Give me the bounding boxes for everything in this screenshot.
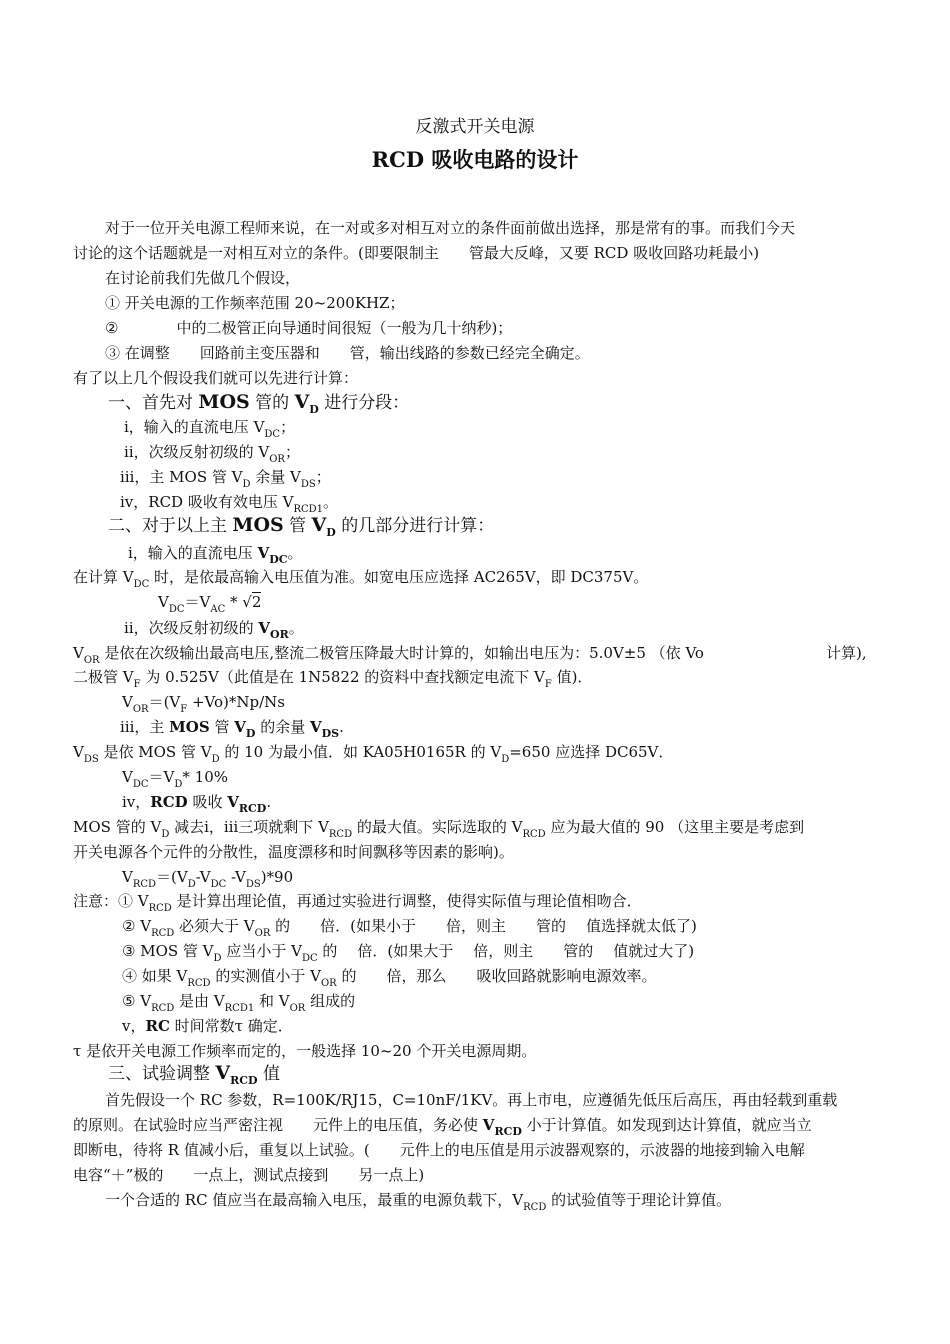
section-3-paragraph-1-cont-2: 即断电，待将 R 值减小后，重复以上试验。( 元件上的电压值是用示波器观察的，示波器的地接到输入电解 [73, 1141, 805, 1159]
vor-explanation-end: 计算), [826, 644, 867, 662]
note-1: 注意：① $V_{RCD}$ 是计算出理论值，再通过实验进行调整，使得实际值与理论值相吻合． [73, 892, 642, 914]
diode-vf-explanation: 二极管 $V_F$ 为 0.525V（此值是在 1N5822 的资料中查找额定电流下 $V_F$ 值)． [73, 668, 593, 690]
vrcd-formula: $V_{RCD}=(V_D-V_{DC}$ $-V_{DS})*90$ [122, 868, 294, 890]
document-subtitle: RCD 吸收电路的设计 [371, 147, 579, 172]
note-3: ③ MOS 管 $V_D$ 应当小于 $V_{DC}$ 的 倍．(如果大于 倍，则主 管的 值就过大了) [122, 942, 695, 964]
vrcd-explanation: MOS 管的 $V_D$ 减去ⅰ，ⅲ三项就剩下 $V_{RCD}$ 的最大值。实际选取的 $V_{RCD}$ 应为最大值的 90 （这里主要是考虑到 [73, 818, 805, 840]
section-2-item-5: ⅴ，RC 时间常数τ 确定． [122, 1017, 293, 1035]
section-2-heading: 二、对于以上主 MOS 管 $V_D$ 的几部分进行计算： [108, 514, 495, 539]
section-2-item-4: ⅳ，RCD 吸收 $V_{RCD}$. [122, 793, 272, 815]
vds-explanation: $V_{DS}$ 是依 MOS 管 $V_D$ 的 10 为最小值．如 KA05H0165R 的 $V_D=650$ 应选择 DC65V． [73, 743, 674, 765]
section-1-item-1: ⅰ，输入的直流电压 $V_{DC}$； [124, 418, 296, 440]
vor-explanation: $V_{OR}$ 是依在次级输出最高电压,整流二极管压降最大时计算的，如输出电压为：5.0V±5 （依 Vo [73, 644, 704, 666]
intro-paragraph-1-cont: 讨论的这个话题就是一对相互对立的条件。(即要限制主 管最大反峰，又要 RCD 吸收回路功耗最小) [73, 244, 760, 262]
assumption-1: ① 开关电源的工作频率范围 20~200KHZ； [105, 294, 405, 312]
note-2: ② $V_{RCD}$ 必须大于 $V_{OR}$ 的 倍．(如果小于 倍，则主 管的 值选择就太低了) [122, 917, 697, 939]
tau-explanation: τ 是依开关电源工作频率而定的，一般选择 10~20 个开关电源周期。 [73, 1042, 537, 1060]
section-1-heading: 一、首先对 MOS 管的 $V_D$ 进行分段： [108, 391, 410, 416]
section-3-heading: 三、试验调整 $V_{RCD}$ 值 [108, 1062, 280, 1087]
section-3-paragraph-1: 首先假设一个 RC 参数，R=100K/RJ15，C=10nF/1KV。再上市电，应遵循先低压后高压，再由轻载到重载 [105, 1091, 838, 1109]
section-2-item-2: ⅱ，次级反射初级的 $V_{OR}$。 [124, 619, 304, 641]
vdc-explanation: 在计算 $V_{DC}$ 时，是依最高输入电压值为准。如宽电压应选择 AC265V，即 DC375V。 [73, 568, 649, 590]
document-title: 反激式开关电源 [415, 117, 535, 137]
vds-formula: $V_{DC}=V_D*$ 10% [122, 768, 228, 790]
section-3-paragraph-1-cont-3: 电容“＋”极的 一点上，测试点接到 另一点上) [73, 1166, 425, 1184]
section-2-item-1: ⅰ，输入的直流电压 $V_{DC}$。 [128, 544, 303, 566]
vrcd-explanation-cont: 开关电源各个元件的分散性，温度漂移和时间飘移等因素的影响)。 [73, 843, 514, 861]
note-4: ④ 如果 $V_{RCD}$ 的实测值小于 $V_{OR}$ 的 倍，那么 吸收回路就影响电源效率。 [122, 967, 657, 989]
note-5: ⑤ $V_{RCD}$ 是由 $V_{RCD1}$ 和 $V_{OR}$ 组成的 [122, 992, 356, 1014]
section-3-paragraph-2: 一个合适的 RC 值应当在最高输入电压，最重的电源负载下，$V_{RCD}$ 的试验值等于理论计算值。 [105, 1191, 732, 1213]
assumption-2: ② 中的二极管正向导通时间很短（一般为几十纳秒)； [105, 319, 513, 337]
intro-paragraph-1: 对于一位开关电源工程师来说，在一对或多对相互对立的条件面前做出选择，那是常有的事。而我们今天 [105, 219, 796, 237]
section-3-paragraph-1-cont: 的原则。在试验时应当严密注视 元件上的电压值，务必使 $V_{RCD}$ 小于计算值。如发现到达计算值，就应当立 [73, 1116, 812, 1138]
section-2-item-3: ⅲ，主 MOS 管 $V_D$ 的余量 $V_{DS}$. [120, 718, 344, 740]
section-1-item-2: ⅱ，次级反射初级的 $V_{OR}$； [124, 443, 300, 465]
vor-formula: $V_{OR}=(V_F +Vo)*Np/Ns$ [122, 693, 285, 715]
assumption-3: ③ 在调整 回路前主变压器和 管，输出线路的参数已经完全确定。 [105, 344, 590, 362]
intro-paragraph-3: 有了以上几个假设我们就可以先进行计算： [73, 369, 359, 387]
intro-paragraph-2: 在讨论前我们先做几个假设， [105, 269, 301, 287]
section-1-item-4: ⅳ，RCD 吸收有效电压 $V_{RCD1}$。 [120, 493, 339, 515]
section-1-item-3: ⅲ，主 MOS 管 $V_D$ 余量 $V_{DS}$； [120, 468, 331, 490]
vdc-formula: $V_{DC}=V_{AC} * √2$ [158, 593, 262, 615]
